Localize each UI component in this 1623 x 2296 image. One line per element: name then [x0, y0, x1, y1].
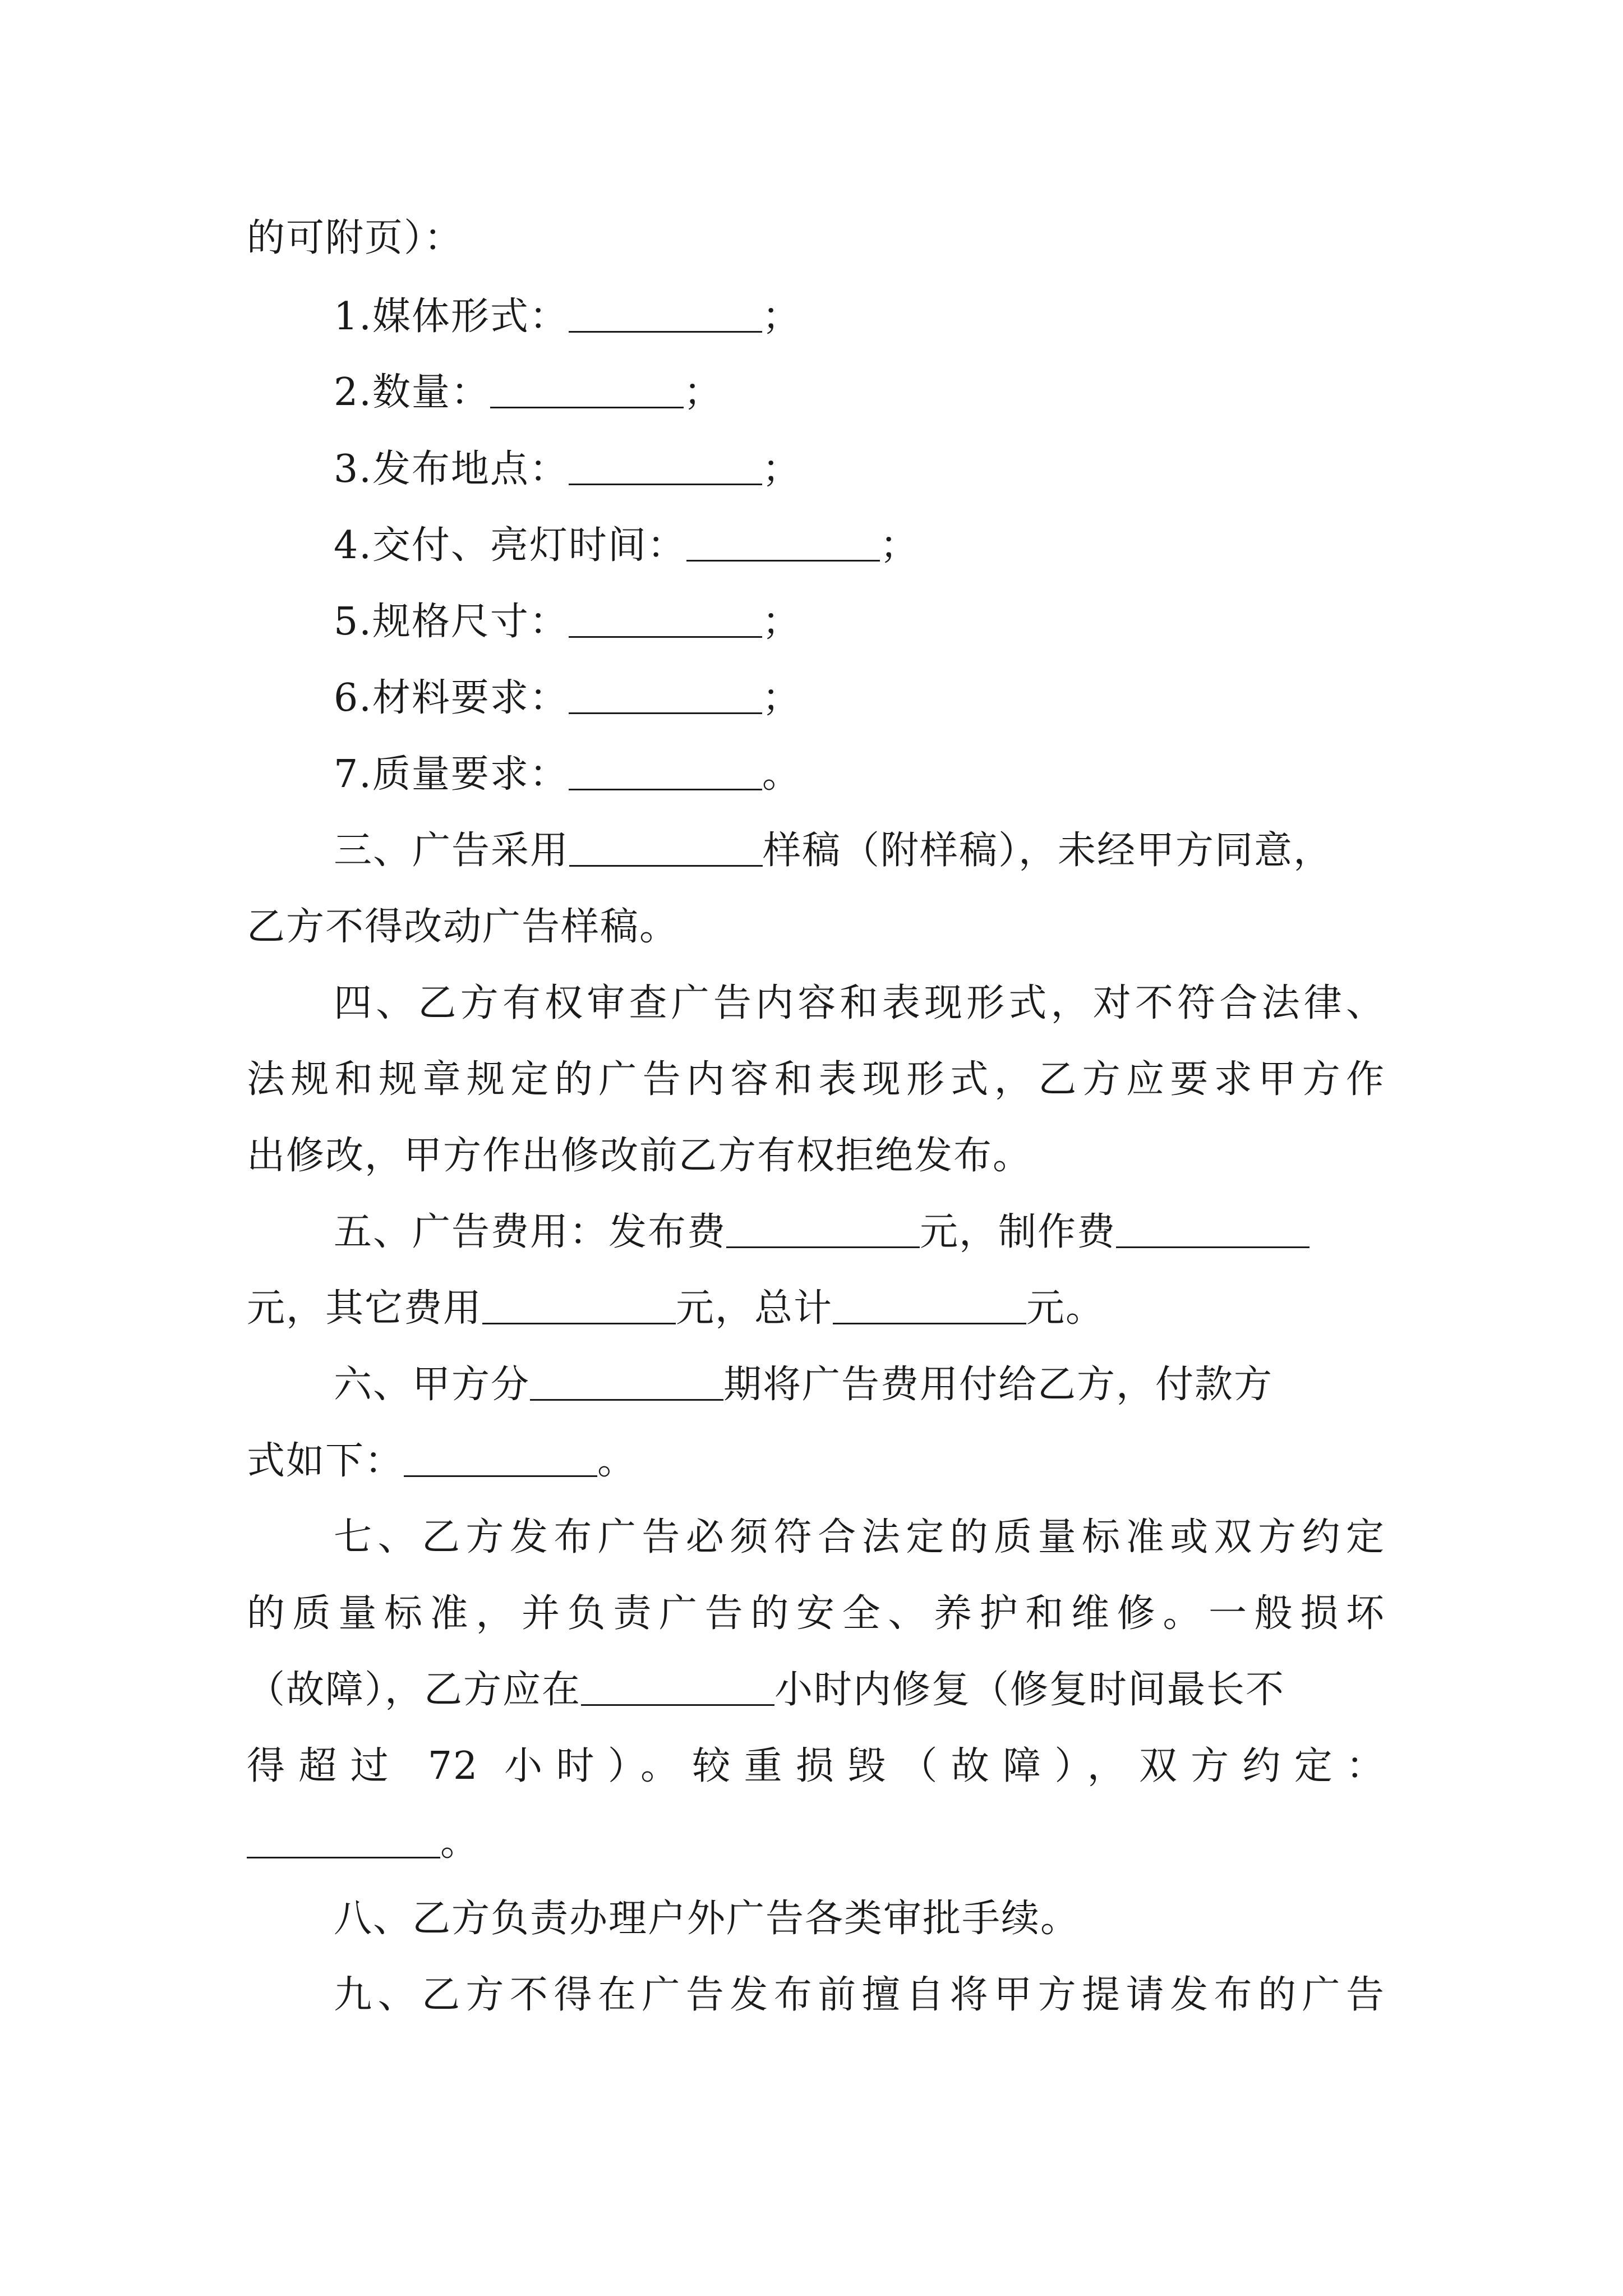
media-form-line — [334, 292, 1385, 342]
line-text: 法规和规章规定的广告内容和表现形式，乙方应要求甲方作 — [247, 1057, 1385, 1102]
quantity-line — [334, 367, 1385, 418]
line-punct: ； — [683, 370, 723, 415]
fill-blank[interactable] — [726, 1212, 920, 1248]
fill-blank[interactable] — [569, 830, 763, 867]
line-punct: 。 — [597, 1439, 637, 1483]
line-text: 四、乙方有权审查广告内容和表现形式，对不符合法律、 — [334, 981, 1385, 1025]
text-line — [247, 1741, 1385, 1792]
line-punct: ； — [879, 523, 919, 568]
line-text: 的可附页）： — [247, 216, 464, 260]
line-text: 的质量标准，并负责广告的安全、养护和维修。一般损坏 — [247, 1591, 1385, 1636]
payment-method-line — [247, 1436, 1385, 1487]
fill-blank[interactable] — [686, 525, 880, 562]
line-punct: ； — [762, 600, 801, 644]
fill-blank[interactable] — [833, 1288, 1026, 1324]
location-line — [334, 444, 1385, 495]
line-text: 7.质量要求： — [334, 752, 569, 797]
line-punct: 。 — [762, 752, 801, 797]
line-text: 样稿（附样稿），未经甲方同意， — [763, 829, 1333, 873]
line-text: （故障），乙方应在 — [247, 1668, 582, 1712]
clause-9-line — [334, 1970, 1385, 2021]
quality-line — [334, 749, 1385, 800]
line-text: 六、甲方分 — [334, 1363, 531, 1407]
line-text: 五、广告费用：发布费 — [334, 1210, 727, 1254]
clause-4-line — [334, 978, 1385, 1029]
line-text: 元。 — [1026, 1286, 1105, 1331]
fill-blank[interactable] — [569, 601, 762, 638]
line-text: 小时内修复（修复时间最长不 — [774, 1668, 1285, 1712]
fill-blank[interactable] — [581, 1669, 774, 1706]
line-text: 元，制作费 — [920, 1210, 1117, 1254]
fees-line — [247, 1283, 1385, 1334]
text-line — [247, 902, 1385, 953]
agreement-blank-line — [247, 1818, 1385, 1868]
line-punct: ； — [762, 295, 801, 339]
line-punct: ； — [762, 676, 801, 720]
size-line — [334, 597, 1385, 647]
fill-blank[interactable] — [404, 1441, 597, 1477]
line-text: 出修改，甲方作出修改前乙方有权拒绝发布。 — [247, 1134, 1032, 1178]
text-line — [247, 1589, 1385, 1639]
line-text: 九、乙方不得在广告发布前擅自将甲方提请发布的广告 — [334, 1973, 1385, 2017]
fill-blank[interactable] — [247, 1822, 440, 1858]
fill-blank[interactable] — [1116, 1212, 1310, 1248]
fill-blank[interactable] — [490, 372, 684, 408]
line-text: 七、乙方发布广告必须符合法定的质量标准或双方约定 — [334, 1515, 1385, 1559]
line-punct: ； — [762, 447, 801, 491]
line-text: 元，其它费用 — [247, 1286, 483, 1331]
line-text: 6.材料要求： — [334, 676, 569, 720]
material-line — [334, 673, 1385, 724]
line-text: 三、广告采用 — [334, 829, 570, 873]
line-text: 乙方不得改动广告样稿。 — [247, 905, 679, 949]
line-text: 2.数量： — [334, 370, 490, 415]
clause-3-line — [334, 826, 1385, 876]
line-text: 3.发布地点： — [334, 447, 569, 491]
fill-blank[interactable] — [569, 754, 762, 790]
text-line — [247, 1055, 1385, 1105]
line-text: 4.交付、亮灯时间： — [334, 523, 686, 568]
line-text: 5.规格尺寸： — [334, 600, 569, 644]
fill-blank[interactable] — [569, 678, 762, 714]
clause-6-line — [334, 1360, 1385, 1410]
line-text: 得超过 72 小时）。较重损毁（故障），双方约定： — [247, 1744, 1385, 1788]
line-text: 八、乙方负责办理户外广告各类审批手续。 — [334, 1897, 1080, 1941]
line-text: 1.媒体形式： — [334, 295, 569, 339]
fill-blank[interactable] — [530, 1364, 723, 1401]
text-line — [247, 1131, 1385, 1181]
line-text: 期将广告费用付给乙方，付款方 — [723, 1363, 1274, 1407]
clause-5-line — [334, 1207, 1385, 1258]
fill-blank[interactable] — [482, 1288, 676, 1324]
delivery-time-line — [334, 521, 1385, 571]
fill-blank[interactable] — [569, 449, 762, 485]
clause-8-line — [334, 1894, 1385, 1944]
clause-7-line — [334, 1512, 1385, 1563]
line-punct: 。 — [440, 1820, 480, 1865]
repair-time-line — [247, 1665, 1385, 1715]
line-text: 式如下： — [247, 1439, 404, 1483]
text-line — [247, 213, 1385, 264]
fill-blank[interactable] — [569, 296, 762, 333]
line-text: 元，总计 — [676, 1286, 833, 1331]
